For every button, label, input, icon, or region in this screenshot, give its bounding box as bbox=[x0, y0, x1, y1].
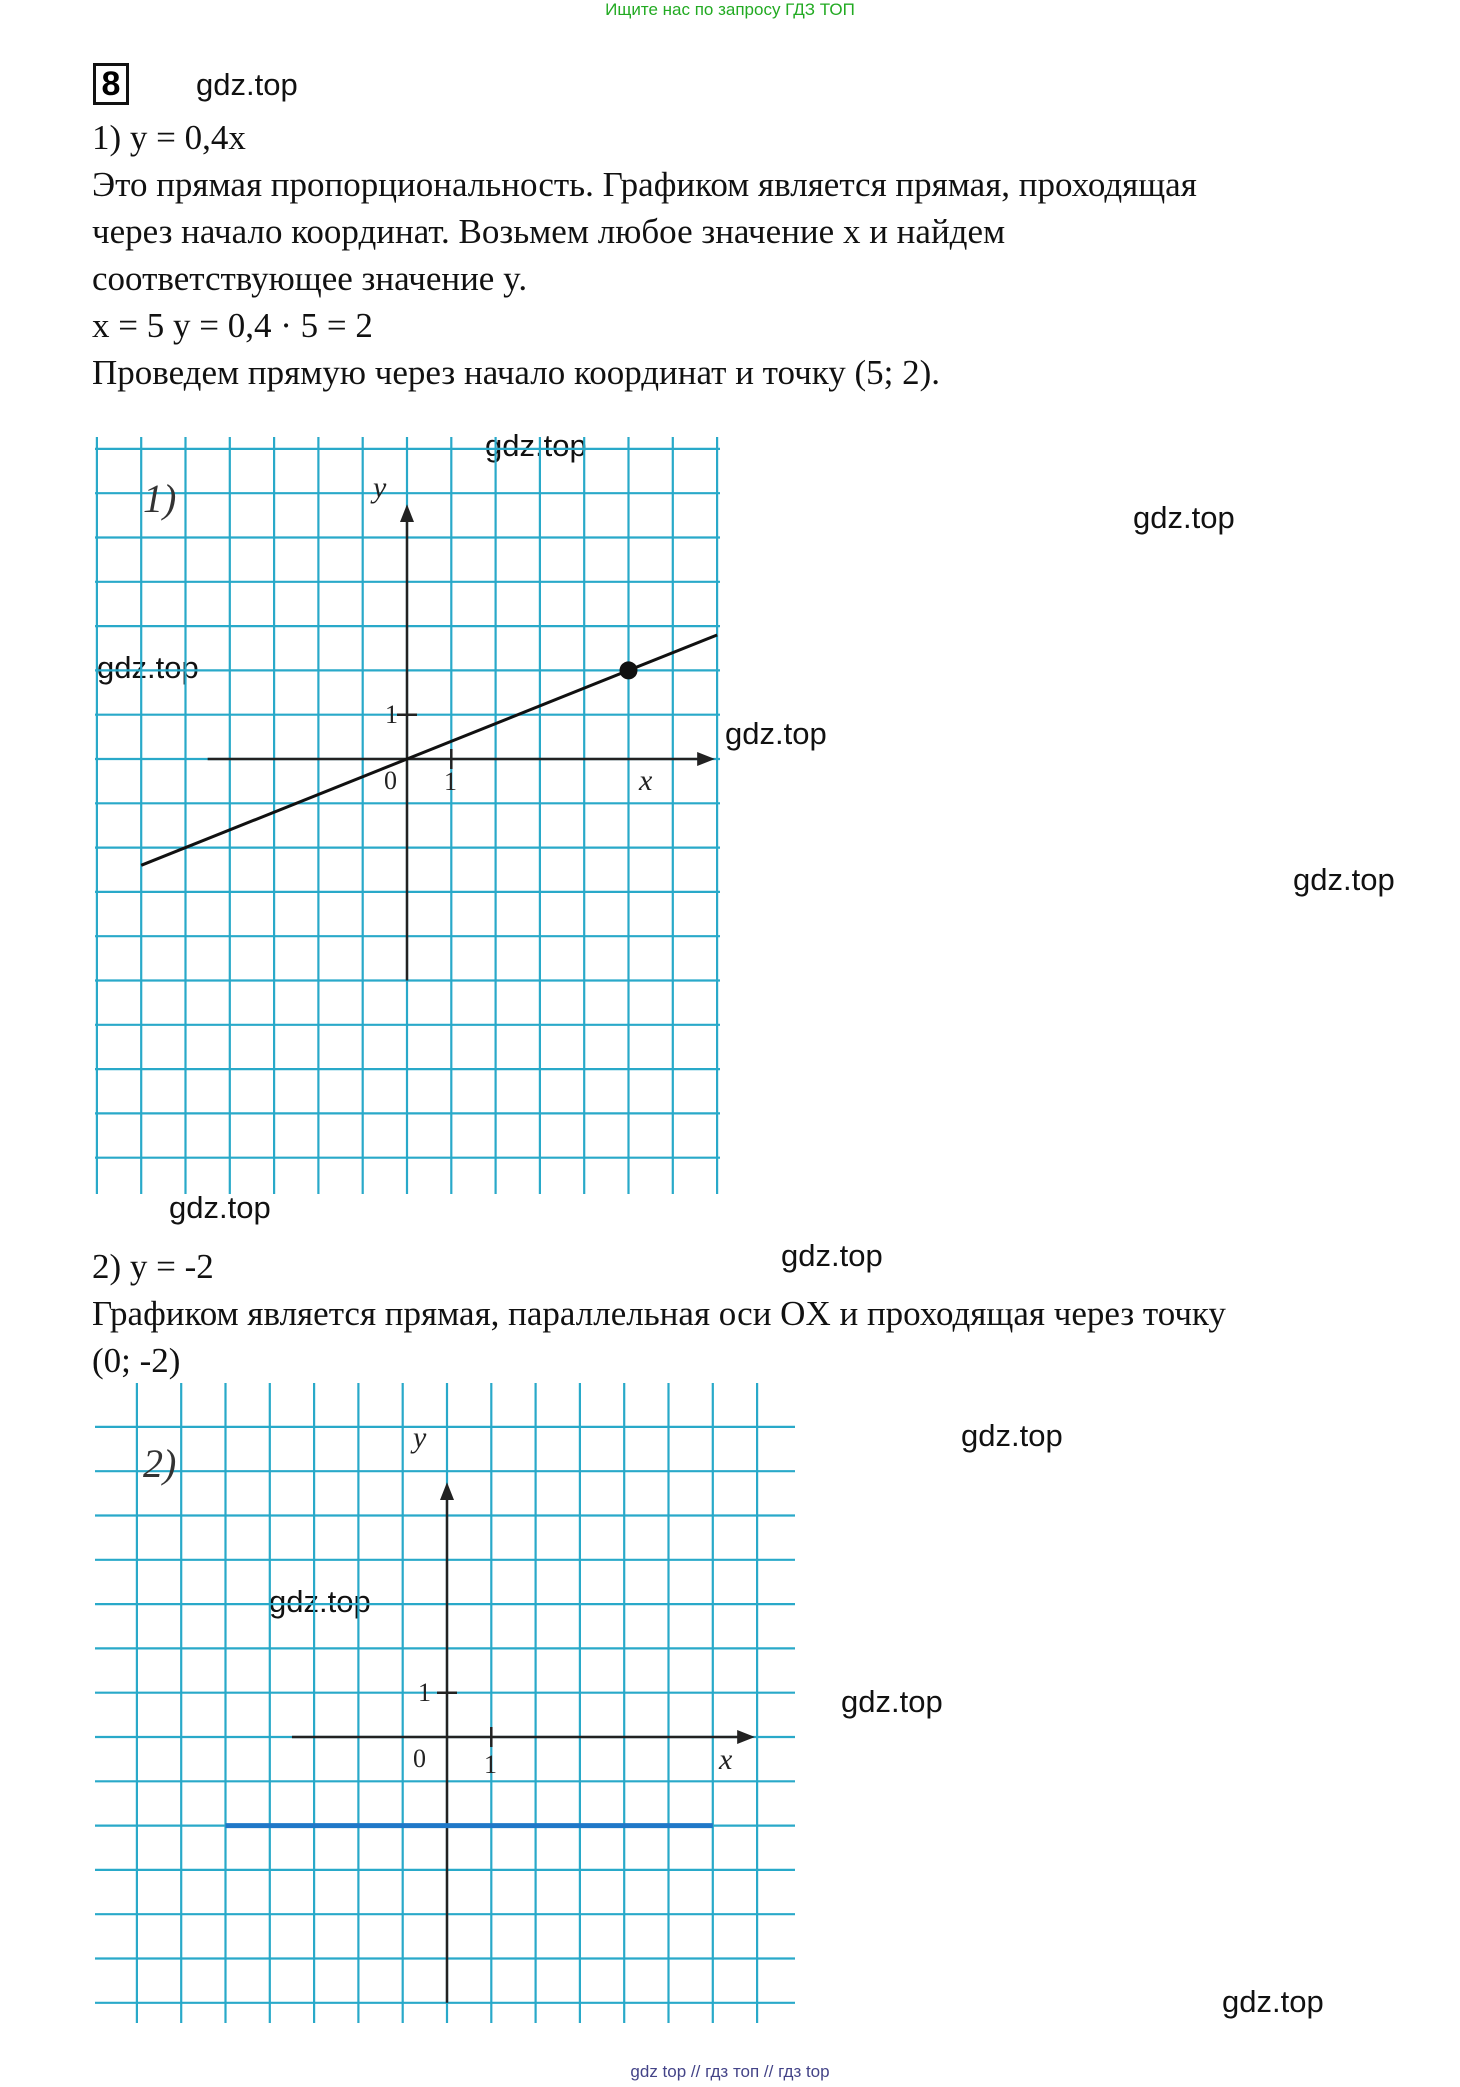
watermark: gdz.top bbox=[196, 67, 298, 102]
part1-text-line: Это прямая пропорциональность. Графиком является прямая, проходящая bbox=[92, 165, 1197, 204]
top-banner: Ищите нас по запросу ГДЗ ТОП bbox=[605, 0, 855, 19]
y-axis-label: y bbox=[413, 1421, 427, 1454]
part1-text-line: через начало координат. Возьмем любое значение x и найдем bbox=[92, 212, 1006, 251]
y-tick-label: 1 bbox=[418, 1678, 431, 1707]
y-axis-label: y bbox=[373, 471, 387, 504]
x-axis-arrow bbox=[697, 752, 715, 766]
watermark: gdz.top bbox=[781, 1238, 883, 1273]
watermark: gdz.top bbox=[841, 1684, 943, 1719]
panel-label: 2) bbox=[143, 1441, 177, 1486]
task-number: 8 bbox=[93, 63, 129, 105]
bottom-banner: gdz top // гдз топ // гдз top bbox=[630, 2062, 830, 2081]
part2-text-line: Графиком является прямая, параллельная оси OX и проходящая через точку bbox=[92, 1294, 1226, 1333]
data-point bbox=[620, 661, 638, 679]
watermark: gdz.top bbox=[97, 650, 199, 685]
graph-2 bbox=[95, 1383, 795, 2023]
watermark: gdz.top bbox=[961, 1418, 1063, 1453]
watermark: gdz.top bbox=[725, 716, 827, 751]
part1-text-line: соответствующее значение y. bbox=[92, 259, 528, 298]
panel-label: 1) bbox=[143, 476, 177, 521]
x-axis-arrow bbox=[737, 1730, 755, 1744]
watermark: gdz.top bbox=[1222, 1984, 1324, 2019]
x-axis-label: x bbox=[719, 1743, 733, 1776]
graph-1 bbox=[95, 437, 720, 1194]
watermark: gdz.top bbox=[485, 428, 587, 463]
y-tick-label: 1 bbox=[385, 700, 398, 729]
x-tick-label: 1 bbox=[444, 767, 457, 796]
origin-label: 0 bbox=[384, 766, 397, 795]
y-axis-arrow bbox=[400, 504, 414, 522]
watermark: gdz.top bbox=[269, 1584, 371, 1619]
part1-text-line: x = 5 y = 0,4 · 5 = 2 bbox=[92, 306, 373, 345]
watermark: gdz.top bbox=[1293, 862, 1395, 897]
part2-formula: 2) y = -2 bbox=[92, 1247, 214, 1286]
part2-text-line: (0; -2) bbox=[92, 1341, 181, 1380]
x-tick-label: 1 bbox=[484, 1750, 497, 1779]
origin-label: 0 bbox=[413, 1744, 426, 1773]
watermark: gdz.top bbox=[1133, 500, 1235, 535]
part1-text-line: Проведем прямую через начало координат и точку (5; 2). bbox=[92, 353, 940, 392]
y-axis-arrow bbox=[440, 1482, 454, 1500]
x-axis-label: x bbox=[639, 764, 653, 797]
watermark: gdz.top bbox=[169, 1190, 271, 1225]
part1-formula: 1) y = 0,4x bbox=[92, 118, 246, 157]
